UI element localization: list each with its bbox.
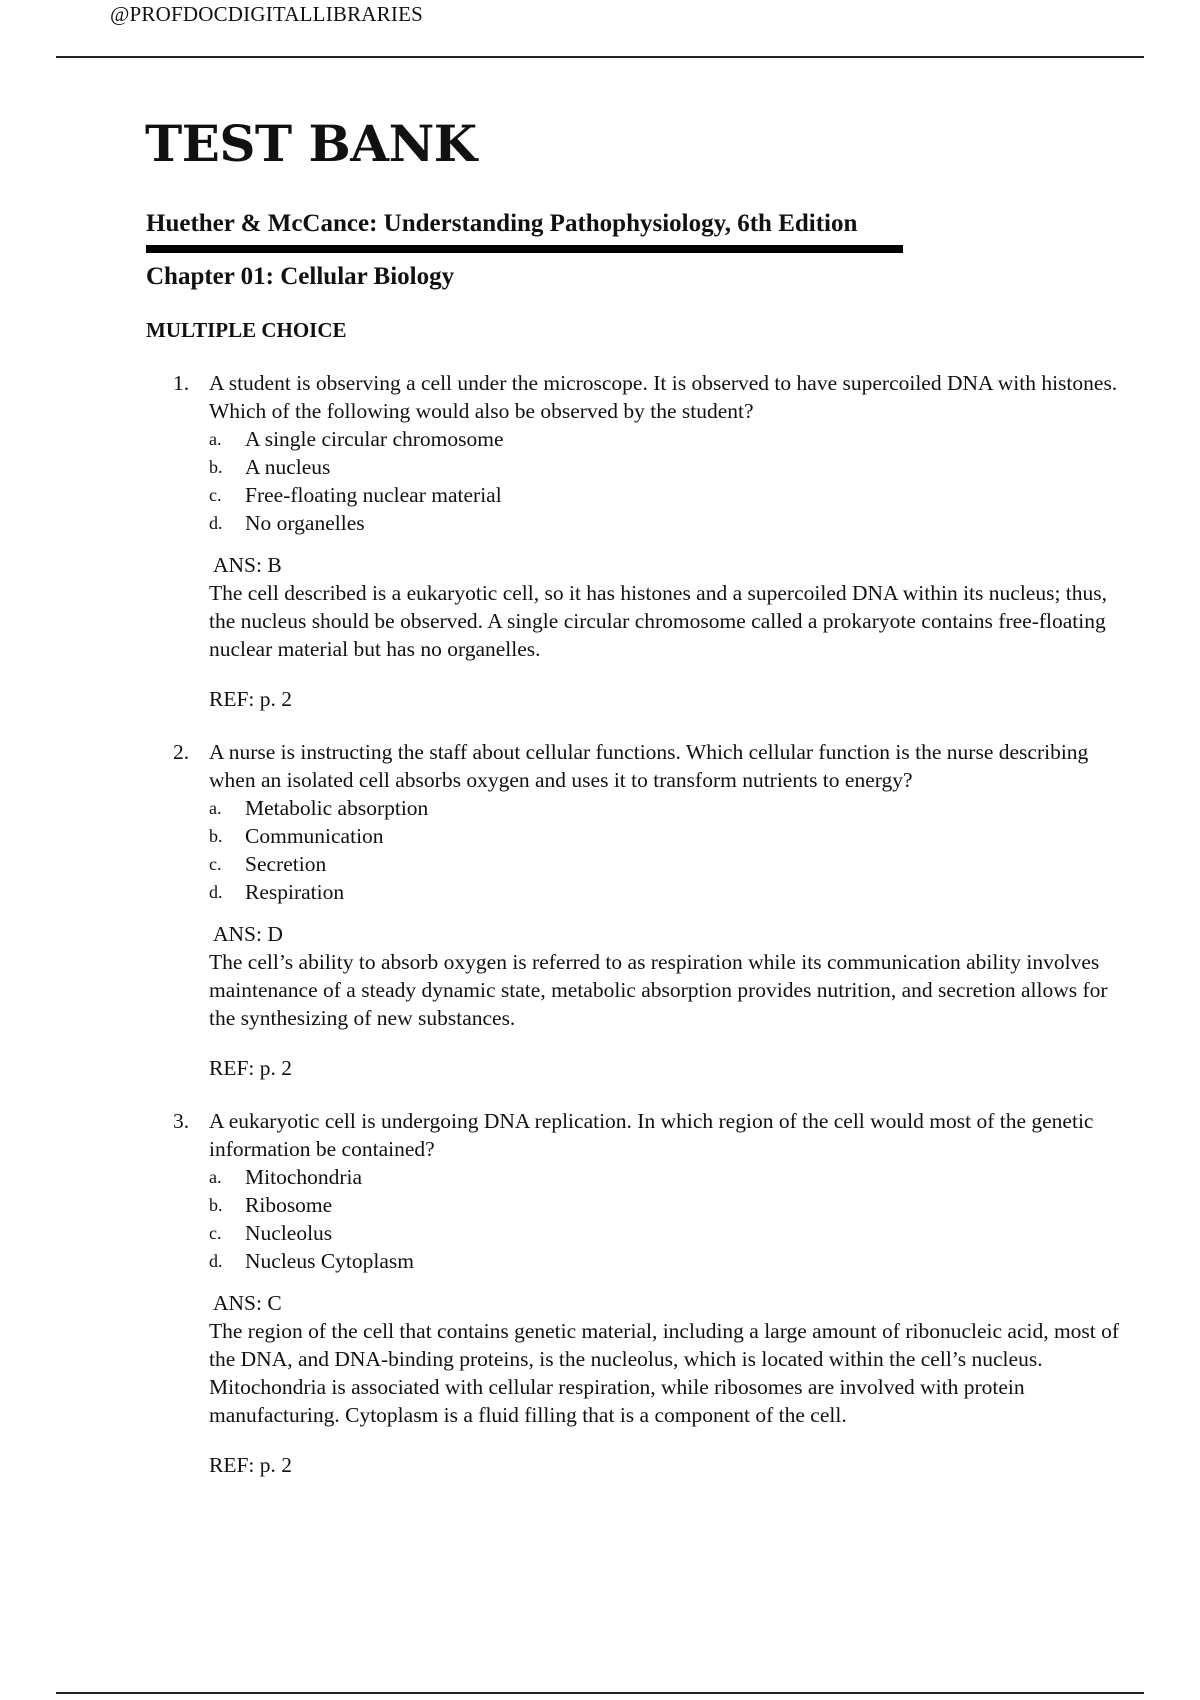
option-a: a. Mitochondria <box>209 1165 363 1189</box>
question-number: 3. <box>173 1109 190 1133</box>
question-2 <box>173 738 1133 1082</box>
answer-options <box>209 425 1133 537</box>
question-3 <box>173 1107 1133 1479</box>
option-b: b. A nucleus <box>209 455 331 479</box>
option-a: a. A single circular chromosome <box>209 427 504 451</box>
question-stem <box>173 1107 1133 1163</box>
answer-rationale: The cell’s ability to absorb oxygen is referred to as respiration while its communication ability involves maintenance of a steady dynamic state, metabolic absorption provides nutrition, and secretion allows for the synthesizing of new substances. <box>209 950 1108 1030</box>
answer-options <box>209 794 1133 906</box>
question-number: 1. <box>173 371 190 395</box>
option-c: c. Secretion <box>209 852 327 876</box>
question-number: 2. <box>173 740 190 764</box>
question-stem <box>173 738 1133 794</box>
option-d: d. Nucleus Cytoplasm <box>209 1249 414 1273</box>
option-c: c. Nucleolus <box>209 1221 333 1245</box>
page-reference: REF: p. 2 <box>209 1453 293 1477</box>
option-a: a. Metabolic absorption <box>209 796 429 820</box>
question-1 <box>173 369 1133 713</box>
question-text: A student is observing a cell under the microscope. It is observed to have supercoiled DNA with histones. Which of the following would also be observed by the student? <box>209 371 1118 423</box>
question-text: A eukaryotic cell is undergoing DNA replication. In which region of the cell would most of the genetic information be contained? <box>209 1109 1094 1161</box>
chapter-title: Chapter 01: Cellular Biology <box>146 263 455 290</box>
watermark-header: @PROFDOCDIGITALLIBRARIES <box>110 2 423 26</box>
answer-key: ANS: D <box>213 922 283 946</box>
answer-block <box>209 920 1133 1082</box>
section-title: MULTIPLE CHOICE <box>146 318 347 342</box>
page-reference: REF: p. 2 <box>209 687 293 711</box>
option-b: b. Communication <box>209 824 384 848</box>
option-d: d. No organelles <box>209 511 365 535</box>
answer-block <box>209 551 1133 713</box>
book-title: Huether & McCance: Understanding Pathophysiology, 6th Edition <box>146 210 858 237</box>
header-divider <box>56 56 1144 58</box>
question-stem <box>173 369 1133 425</box>
main-title: TEST BANK <box>145 114 477 173</box>
answer-options <box>209 1163 1133 1275</box>
answer-key: ANS: B <box>213 553 282 577</box>
option-c: c. Free-floating nuclear material <box>209 483 502 507</box>
page-reference: REF: p. 2 <box>209 1056 293 1080</box>
answer-rationale: The region of the cell that contains genetic material, including a large amount of ribonucleic acid, most of the DNA, and DNA-binding proteins, is the nucleolus, which is located within the cell’s nucleus. Mitochondria is associated with cellular respiration, while ribosomes are involved with protein manufacturing. Cytoplasm is a fluid filling that is a component of the cell. <box>209 1319 1120 1427</box>
answer-rationale: The cell described is a eukaryotic cell, so it has histones and a supercoiled DNA within its nucleus; thus, the nucleus should be observed. A single circular chromosome called a prokaryote contains free-floating nuclear material but has no organelles. <box>209 581 1108 661</box>
title-underline-bar <box>146 245 903 253</box>
question-text: A nurse is instructing the staff about cellular functions. Which cellular function is the nurse describing when an isolated cell absorbs oxygen and uses it to transform nutrients to energy? <box>209 740 1089 792</box>
footer-divider <box>56 1692 1144 1694</box>
option-d: d. Respiration <box>209 880 345 904</box>
answer-key: ANS: C <box>213 1291 282 1315</box>
option-b: b. Ribosome <box>209 1193 333 1217</box>
answer-block <box>209 1289 1133 1479</box>
